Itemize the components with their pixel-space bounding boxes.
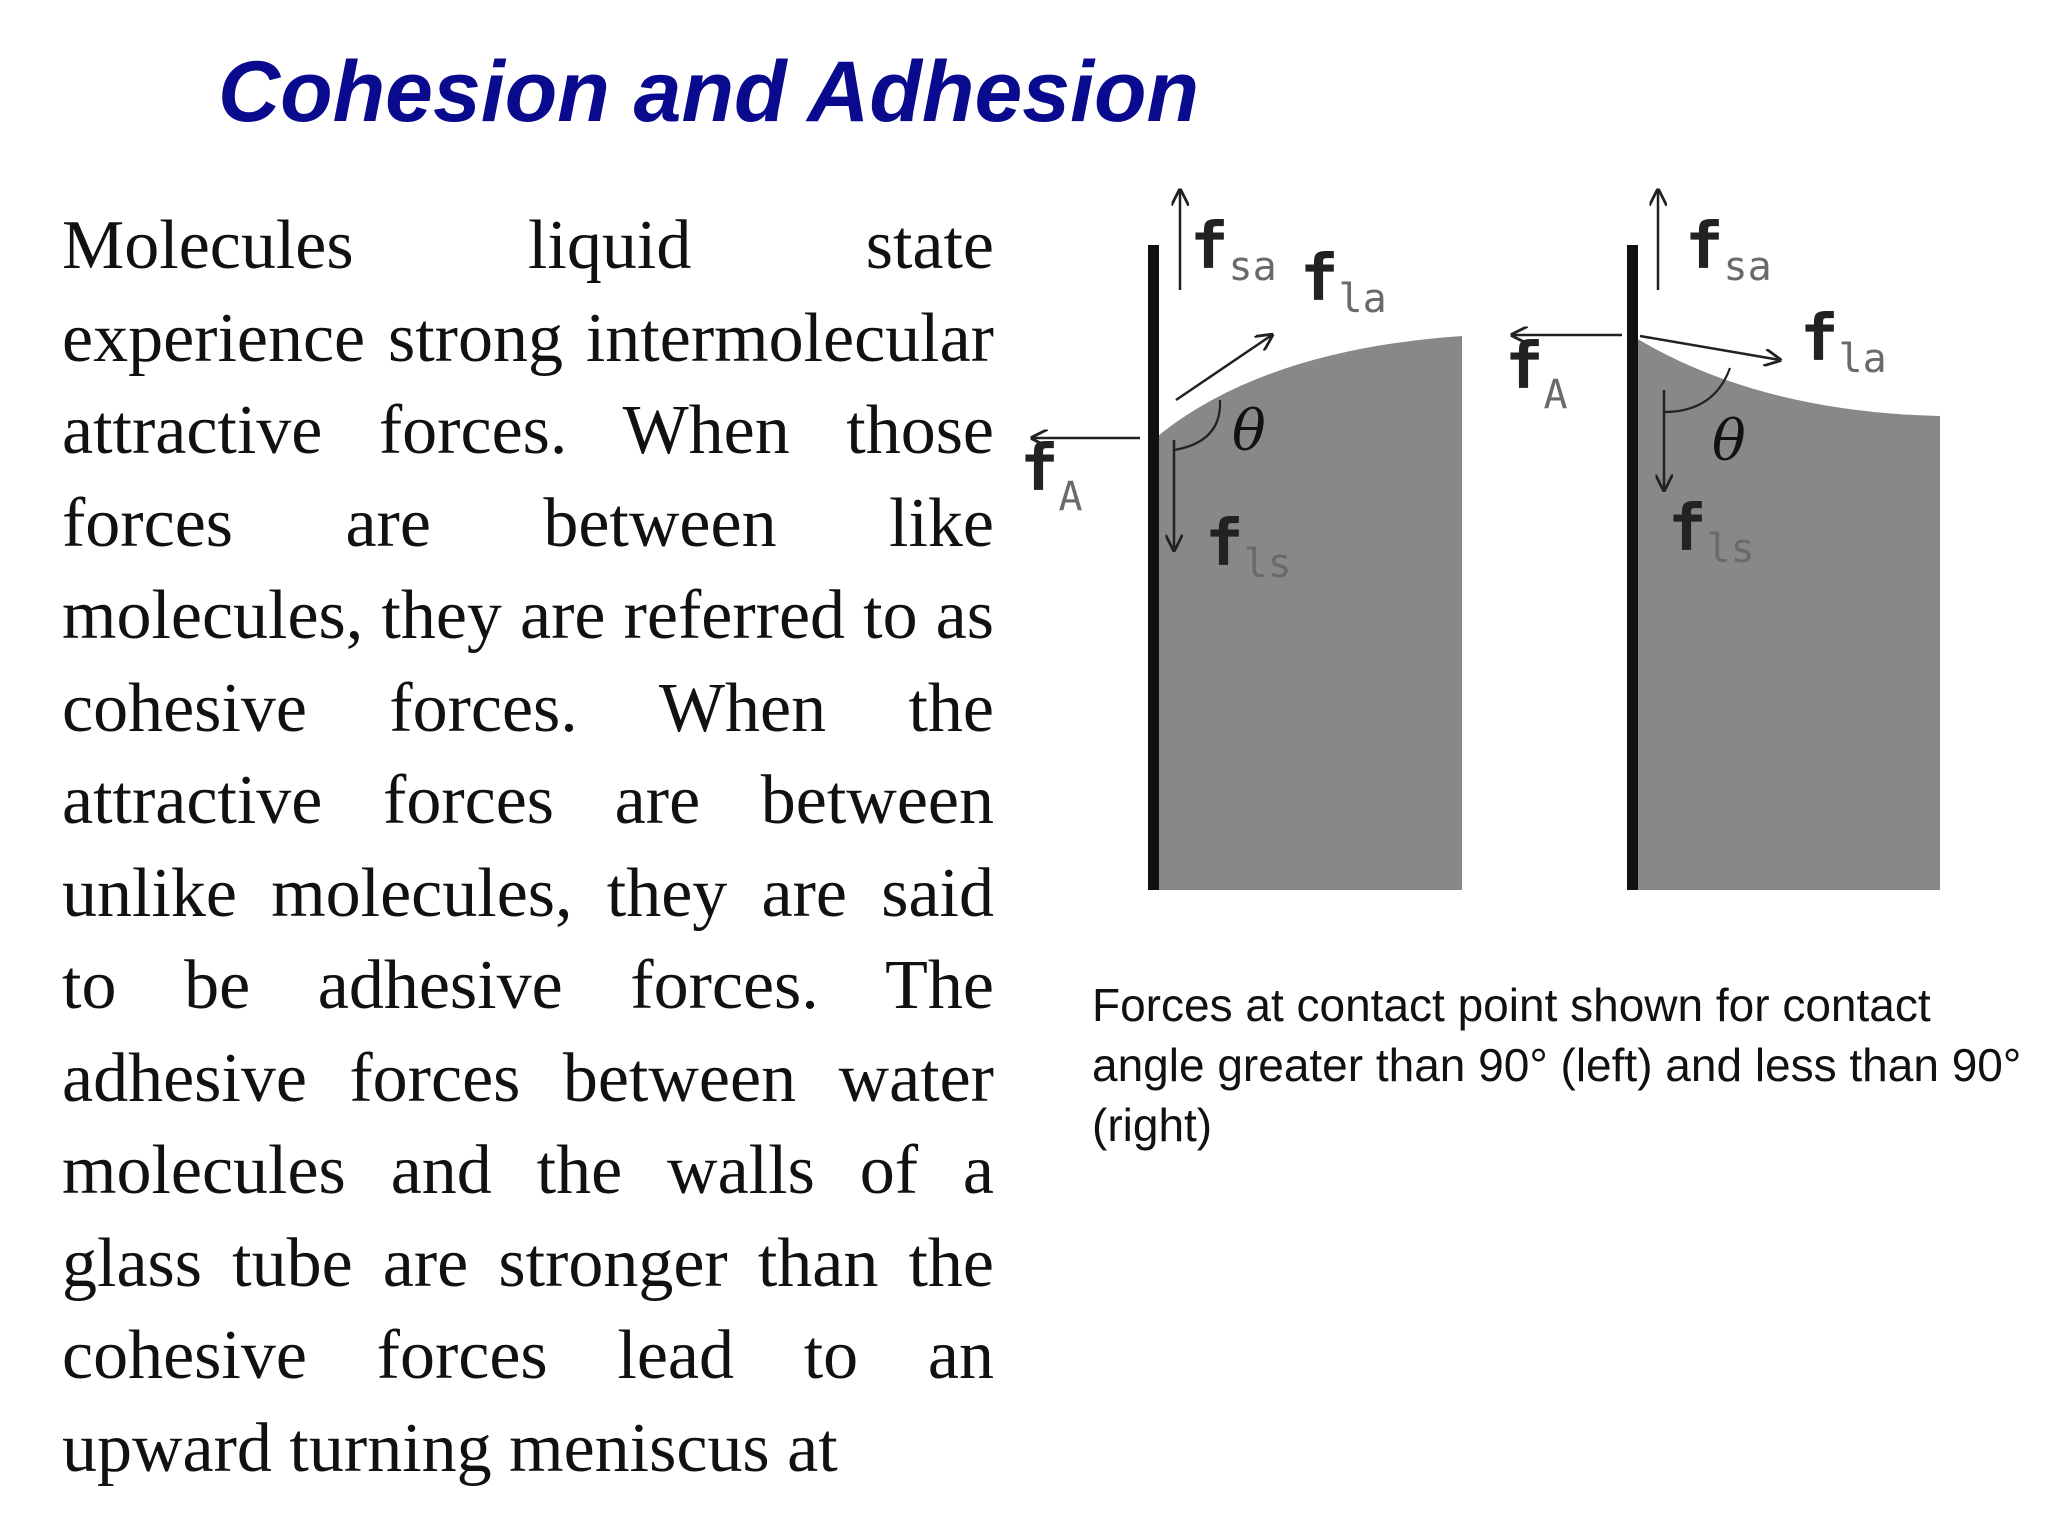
right-fa-label: fA [1505,330,1568,418]
right-fls-label: fls [1668,492,1755,572]
left-fla-label: fla [1300,242,1387,322]
left-liquid [1153,336,1462,890]
right-theta-label: θ [1712,409,1746,474]
contact-angle-figure [1000,150,2000,910]
right-liquid [1636,338,1940,890]
right-wall [1627,245,1638,890]
slide-title: Cohesion and Adhesion [218,44,1200,140]
right-panel [1505,190,1940,890]
left-fsa-label: fsa [1190,210,1277,290]
left-wall [1148,245,1159,890]
figure-caption: Forces at contact point shown for contact angle greater than 90° (left) and less than 90° (right) [1092,979,2022,1151]
left-fls-label: fls [1205,507,1292,587]
right-fsa-label: fsa [1685,210,1772,290]
body-text: Molecules liquid state experience strong intermolecular attractive forces. When those forces are between like molecules, they are referred to as cohesive forces. When the attractive forces are between unlike molecules, they are said to be adhesive forces. The adhesive forces between water molecules and the walls of a glass tube are stronger than the cohesive forces lead to an upward turning meniscus at [62,207,994,1487]
left-panel [1020,190,1462,890]
left-fa-label: fA [1020,432,1083,520]
left-theta-label: θ [1232,399,1266,464]
right-fla-label: fla [1800,302,1887,382]
